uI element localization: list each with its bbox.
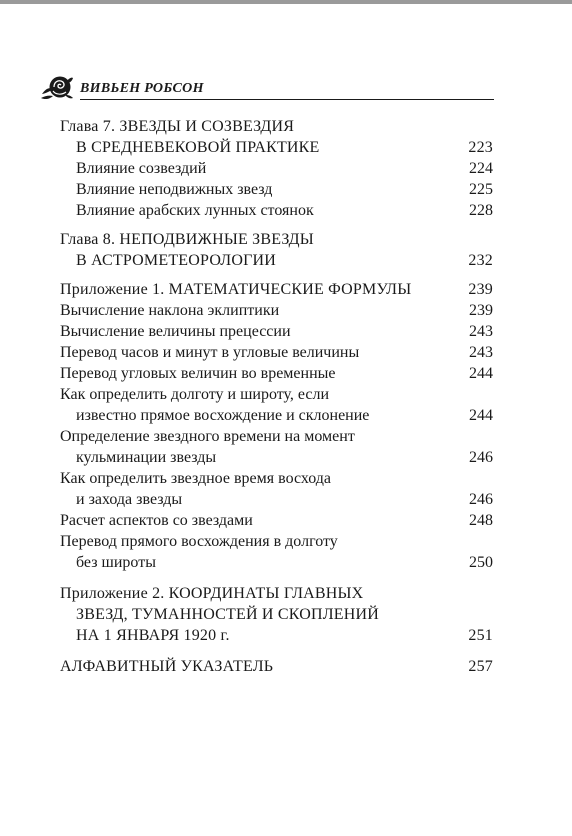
toc-page-number: 225 xyxy=(469,181,493,198)
toc-page-number: 228 xyxy=(469,202,493,219)
toc-entry-title: НА 1 ЯНВАРЯ 1920 г. xyxy=(76,627,230,644)
toc-page-number: 246 xyxy=(469,449,493,466)
toc-subentry-continuation xyxy=(60,489,493,510)
toc-subentry-continuation xyxy=(60,405,493,426)
toc-entry-title: Расчет аспектов со звездами xyxy=(60,512,253,529)
toc-page-number: 257 xyxy=(468,658,493,675)
toc-entry-chapter-7-line1 xyxy=(60,116,493,137)
toc-entry-chapter-8-line1 xyxy=(60,229,493,250)
toc-entry-title: Влияние неподвижных звезд xyxy=(76,181,273,198)
toc-entry-title: В СРЕДНЕВЕКОВОЙ ПРАКТИКЕ xyxy=(76,139,320,156)
toc-entry-title: ЗВЕЗД, ТУМАННОСТЕЙ И СКОПЛЕНИЙ xyxy=(76,606,380,623)
toc-page-number: 243 xyxy=(469,344,493,361)
toc-entry-title: АЛФАВИТНЫЙ УКАЗАТЕЛЬ xyxy=(60,658,274,675)
rose-ornament-icon xyxy=(40,72,74,102)
toc-page-number: 239 xyxy=(468,281,493,298)
toc-page-number: 224 xyxy=(469,160,493,177)
toc-entry-title: Перевод прямого восхождения в долготу xyxy=(60,533,338,550)
top-border xyxy=(0,0,572,4)
toc-subentry xyxy=(60,426,493,447)
running-header xyxy=(40,72,494,102)
toc-entry-appendix-2-line1 xyxy=(60,583,493,604)
toc-page-number: 250 xyxy=(469,554,493,571)
toc-page-number: 223 xyxy=(468,139,493,156)
toc-entry-appendix-2-line2 xyxy=(60,604,493,625)
toc-entry-title: Приложение 2. КООРДИНАТЫ ГЛАВНЫХ xyxy=(60,585,364,602)
toc-entry-title: Перевод часов и минут в угловые величины xyxy=(60,344,360,361)
toc-page-number: 243 xyxy=(469,323,493,340)
toc-entry-title: Вычисление величины прецессии xyxy=(60,323,291,340)
toc-subentry-continuation xyxy=(60,447,493,468)
toc-subentry xyxy=(60,321,493,342)
toc-entry-title: Как определить долготу и широту, если xyxy=(60,386,330,403)
toc-entry-title: Глава 8. НЕПОДВИЖНЫЕ ЗВЕЗДЫ xyxy=(60,231,314,248)
toc-subentry xyxy=(60,384,493,405)
toc-page-number: 246 xyxy=(469,491,493,508)
toc-page-number: 248 xyxy=(469,512,493,529)
toc-page-number: 239 xyxy=(469,302,493,319)
toc-subentry xyxy=(60,363,493,384)
toc-entry-chapter-7-line2 xyxy=(60,137,493,158)
table-of-contents xyxy=(60,116,493,677)
toc-entry-title: Приложение 1. МАТЕМАТИЧЕСКИЕ ФОРМУЛЫ xyxy=(60,281,412,298)
toc-entry-title: кульминации звезды xyxy=(76,449,217,466)
toc-subentry xyxy=(60,200,493,221)
toc-entry-title: Вычисление наклона эклиптики xyxy=(60,302,280,319)
toc-subentry-continuation xyxy=(60,552,493,573)
toc-subentry xyxy=(60,342,493,363)
toc-entry-title: без широты xyxy=(76,554,156,571)
author-name: ВИВЬЕН РОБСОН xyxy=(80,81,204,96)
toc-entry-title: Глава 7. ЗВЕЗДЫ И СОЗВЕЗДИЯ xyxy=(60,118,295,135)
toc-entry-appendix-2-line3 xyxy=(60,625,493,646)
toc-page-number: 232 xyxy=(468,252,493,269)
toc-entry-title: Влияние созвездий xyxy=(76,160,207,177)
toc-subentry xyxy=(60,158,493,179)
toc-entry-title: В АСТРОМЕТЕОРОЛОГИИ xyxy=(76,252,277,269)
toc-page-number: 244 xyxy=(469,407,493,424)
toc-entry-title: Перевод угловых величин во временные xyxy=(60,365,336,382)
toc-entry-appendix-1 xyxy=(60,279,493,300)
toc-entry-index xyxy=(60,656,493,677)
toc-page-number: 244 xyxy=(469,365,493,382)
toc-entry-chapter-8-line2 xyxy=(60,250,493,271)
toc-page-number: 251 xyxy=(468,627,493,644)
toc-entry-title: известно прямое восхождение и склонение xyxy=(76,407,370,424)
header-rule xyxy=(80,99,494,100)
toc-subentry xyxy=(60,179,493,200)
toc-subentry xyxy=(60,510,493,531)
toc-subentry xyxy=(60,531,493,552)
toc-entry-title: Как определить звездное время восхода xyxy=(60,470,332,487)
toc-entry-title: Влияние арабских лунных стоянок xyxy=(76,202,314,219)
toc-entry-title: Определение звездного времени на момент xyxy=(60,428,355,445)
toc-subentry xyxy=(60,300,493,321)
toc-subentry xyxy=(60,468,493,489)
toc-entry-title: и захода звезды xyxy=(76,491,183,508)
